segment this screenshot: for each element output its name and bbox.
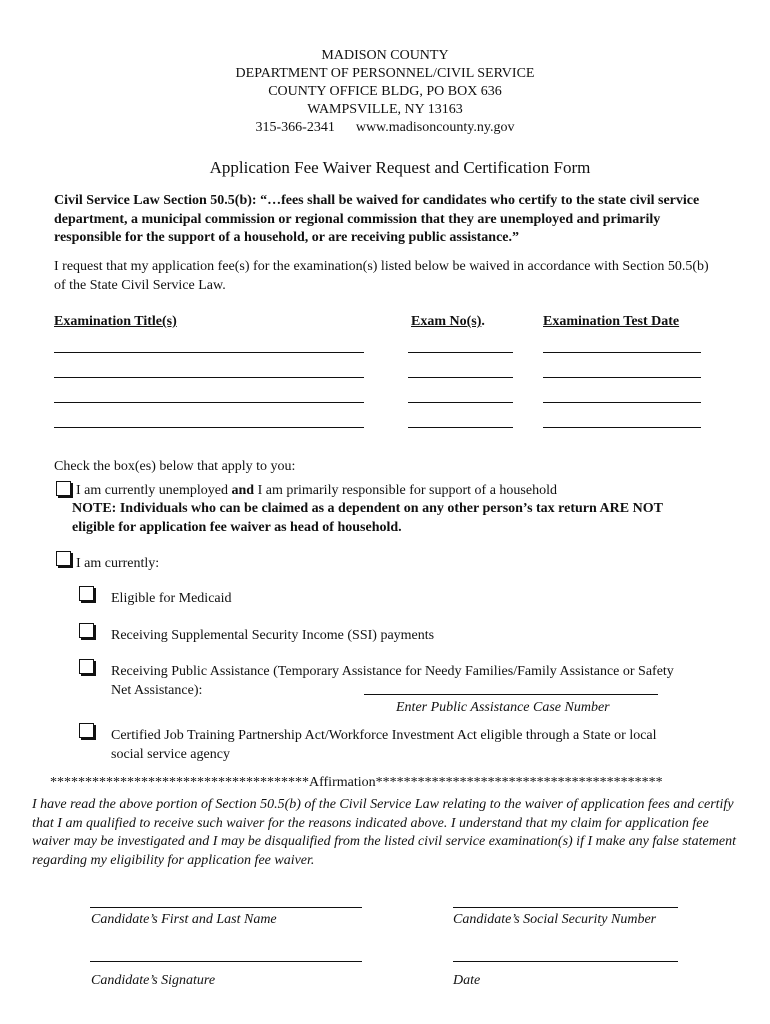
exam-date-field-1[interactable] — [543, 352, 701, 353]
date-field[interactable] — [453, 961, 678, 962]
affirmation-heading — [50, 774, 730, 793]
request-text: I request that my application fee(s) for the examination(s) listed below be waived in accordance with Section 50.5(b) of the State Civil Service Law. — [54, 259, 709, 293]
exam-number-field-3[interactable] — [408, 402, 513, 403]
county-name: MADISON COUNTY — [321, 48, 449, 63]
exam-number-field-2[interactable] — [408, 377, 513, 378]
case-number-label: Enter Public Assistance Case Number — [396, 700, 610, 715]
name-label: Candidate’s First and Last Name — [91, 912, 277, 927]
unemployed-text-c: I am primarily responsible for support of a household — [254, 483, 557, 498]
city-address: WAMPSVILLE, NY 13163 — [307, 102, 463, 117]
ssn-field[interactable] — [453, 907, 678, 908]
affirmation-text: I have read the above portion of Section 50.5(b) of the Civil Service Law relating to the waiver of application fees and certify that I am qualified to receive such waiver for the reasons indicated above. I understand that my claim for application fee waiver may be investigated and I may be disqualified from the listed civil service examination(s) if I make any false statement regarding my eligibility for application fee waiver. — [32, 797, 736, 868]
affirmation-stars-left: ************************************* — [50, 775, 309, 790]
unemployed-text-a: I am currently unemployed — [76, 483, 232, 498]
website-link[interactable]: www.madisoncounty.ny.gov — [355, 120, 515, 135]
phone-number: 315-366-2341 — [255, 120, 335, 135]
case-number-field[interactable] — [364, 694, 658, 695]
name-field[interactable] — [90, 907, 362, 908]
ssi-label: Receiving Supplemental Security Income (SSI) payments — [111, 628, 435, 643]
exam-title-field-3[interactable] — [54, 402, 364, 403]
unemployed-label — [76, 482, 557, 501]
ssn-label: Candidate’s Social Security Number — [453, 912, 657, 927]
affirmation-label: Affirmation — [309, 775, 376, 790]
medicaid-label: Eligible for Medicaid — [111, 591, 232, 606]
public-assistance-label: Receiving Public Assistance (Temporary Assistance for Needy Families/Family Assistance or Safety Net Assistance): — [111, 664, 674, 698]
date-label: Date — [453, 973, 481, 988]
exam-number-header-period: . — [481, 314, 485, 329]
office-address: COUNTY OFFICE BLDG, PO BOX 636 — [268, 84, 502, 99]
public-assistance-checkbox[interactable] — [79, 659, 94, 674]
unemployed-checkbox[interactable] — [56, 481, 71, 496]
jtpa-checkbox[interactable] — [79, 723, 94, 738]
exam-title-field-4[interactable] — [54, 427, 364, 428]
exam-date-field-3[interactable] — [543, 402, 701, 403]
signature-label: Candidate’s Signature — [91, 973, 216, 988]
exam-date-header: Examination Test Date — [543, 314, 680, 329]
dependent-note: NOTE: Individuals who can be claimed as a dependent on any other person’s tax return ARE NOT eligible for application fee waiver as head of household. — [72, 501, 663, 535]
exam-number-header-label: Exam No(s) — [411, 314, 482, 329]
currently-label: I am currently: — [76, 556, 160, 571]
exam-number-field-4[interactable] — [408, 427, 513, 428]
exam-title-field-1[interactable] — [54, 352, 364, 353]
exam-title-field-2[interactable] — [54, 377, 364, 378]
jtpa-label: Certified Job Training Partnership Act/Workforce Investment Act eligible through a State or local social service agency — [111, 728, 657, 762]
contact-line — [0, 119, 770, 137]
exam-date-field-4[interactable] — [543, 427, 701, 428]
form-title: Application Fee Waiver Request and Certification Form — [209, 158, 591, 177]
check-intro: Check the box(es) below that apply to you: — [54, 459, 296, 474]
exam-number-header — [411, 313, 485, 332]
currently-checkbox[interactable] — [56, 551, 71, 566]
department-name: DEPARTMENT OF PERSONNEL/CIVIL SERVICE — [235, 66, 535, 81]
law-quote: Civil Service Law Section 50.5(b): “…fees shall be waived for candidates who certify to the state civil service department, a municipal commission or regional commission that they are unemployed and primarily responsible for the support of a household, or are receiving public assistance.” — [54, 193, 700, 245]
affirmation-stars-right: ***************************************** — [375, 775, 663, 790]
exam-title-header: Examination Title(s) — [54, 314, 177, 329]
unemployed-text-and: and — [231, 483, 255, 498]
exam-date-field-2[interactable] — [543, 377, 701, 378]
exam-number-field-1[interactable] — [408, 352, 513, 353]
signature-field[interactable] — [90, 961, 362, 962]
ssi-checkbox[interactable] — [79, 623, 94, 638]
medicaid-checkbox[interactable] — [79, 586, 94, 601]
